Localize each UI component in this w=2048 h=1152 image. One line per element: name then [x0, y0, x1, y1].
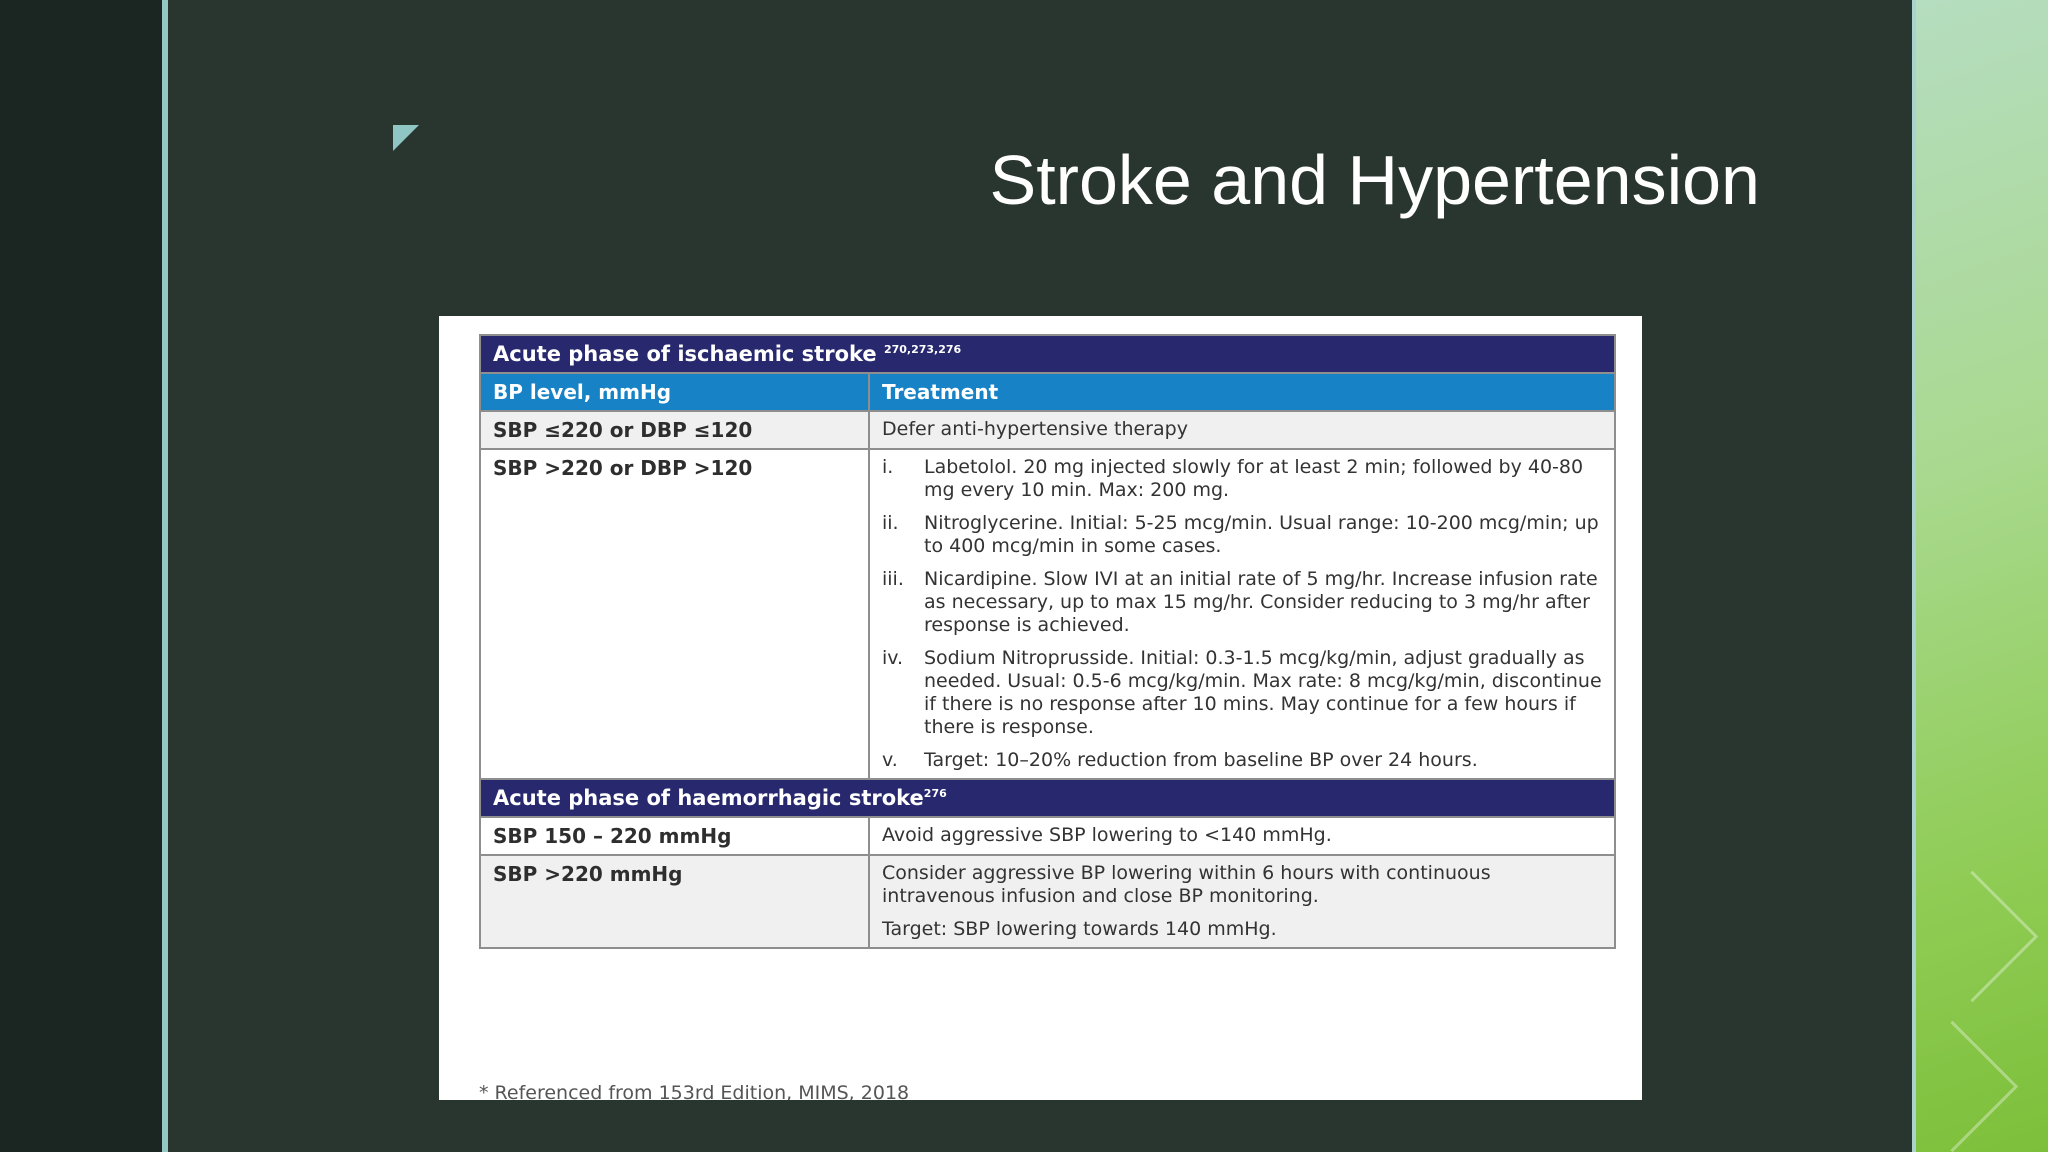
table-row [480, 855, 1615, 948]
list-item-number: v. [882, 749, 898, 771]
table-footnote: * Referenced from 153rd Edition, MIMS, 2018 [479, 1082, 910, 1100]
list-item [882, 512, 1602, 558]
section-header-ischaemic [480, 335, 1615, 373]
treatment-cell [869, 855, 1615, 948]
left-dark-band [0, 0, 162, 1152]
section-title-haemorrhagic: Acute phase of haemorrhagic stroke [493, 786, 924, 810]
chevron-decoration-icon [1916, 871, 2038, 1003]
corner-triangle-icon [393, 125, 419, 151]
reference-superscript: 276 [923, 787, 947, 800]
reference-superscript: 270,273,276 [883, 343, 962, 356]
list-item-number: iv. [882, 647, 904, 669]
treatment-cell [869, 449, 1615, 779]
list-item-text: Labetolol. 20 mg injected slowly for at least 2 min; followed by 40-80 mg every 10 min. Max: 200 mg. [924, 456, 1584, 501]
bp-treatment-table [479, 334, 1616, 949]
list-item-text: Sodium Nitroprusside. Initial: 0.3-1.5 mcg/kg/min, adjust gradually as needed. Usual: 0.5-6 mcg/kg/min. Max rate: 8 mcg/kg/min, discontinue if there is no response after 10 mins. May continue for a few hours if there is response. [924, 647, 1602, 738]
treatment-paragraph: Consider aggressive BP lowering within 6 hours with continuous intravenous infusion and close BP monitoring. [882, 862, 1491, 907]
list-item-number: ii. [882, 512, 899, 534]
column-header-row [480, 373, 1615, 411]
list-item-text: Target: 10–20% reduction from baseline BP over 24 hours. [924, 749, 1478, 771]
bp-level-cell: SBP 150 – 220 mmHg [480, 817, 869, 855]
list-item [882, 749, 1602, 772]
table-row [480, 817, 1615, 855]
bp-level-cell: SBP ≤220 or DBP ≤120 [480, 411, 869, 449]
slide-title: Stroke and Hypertension [989, 141, 1760, 219]
list-item-number: i. [882, 456, 894, 478]
list-item [882, 456, 1602, 502]
column-header-bp: BP level, mmHg [480, 373, 869, 411]
bp-level-cell: SBP >220 or DBP >120 [480, 449, 869, 779]
treatment-cell: Defer anti-hypertensive therapy [869, 411, 1615, 449]
list-item [882, 647, 1602, 739]
treatment-list [882, 456, 1602, 772]
column-header-treatment: Treatment [869, 373, 1615, 411]
treatment-target: Target: SBP lowering towards 140 mmHg. [882, 918, 1277, 940]
list-item-text: Nitroglycerine. Initial: 5-25 mcg/min. Usual range: 10-200 mcg/min; up to 400 mcg/min in some cases. [924, 512, 1599, 557]
chevron-decoration-icon [1916, 1021, 2018, 1152]
right-decorative-band [1916, 0, 2048, 1152]
guideline-table-image [439, 316, 1642, 1100]
table-row [480, 449, 1615, 779]
section-title-ischaemic: Acute phase of ischaemic stroke [493, 342, 877, 366]
list-item-number: iii. [882, 568, 904, 590]
table-row [480, 411, 1615, 449]
section-header-haemorrhagic [480, 779, 1615, 817]
list-item [882, 568, 1602, 637]
treatment-cell: Avoid aggressive SBP lowering to <140 mmHg. [869, 817, 1615, 855]
bp-level-cell: SBP >220 mmHg [480, 855, 869, 948]
list-item-text: Nicardipine. Slow IVI at an initial rate of 5 mg/hr. Increase infusion rate as necessary, up to max 15 mg/hr. Consider reducing to 3 mg/hr after response is achieved. [924, 568, 1598, 636]
